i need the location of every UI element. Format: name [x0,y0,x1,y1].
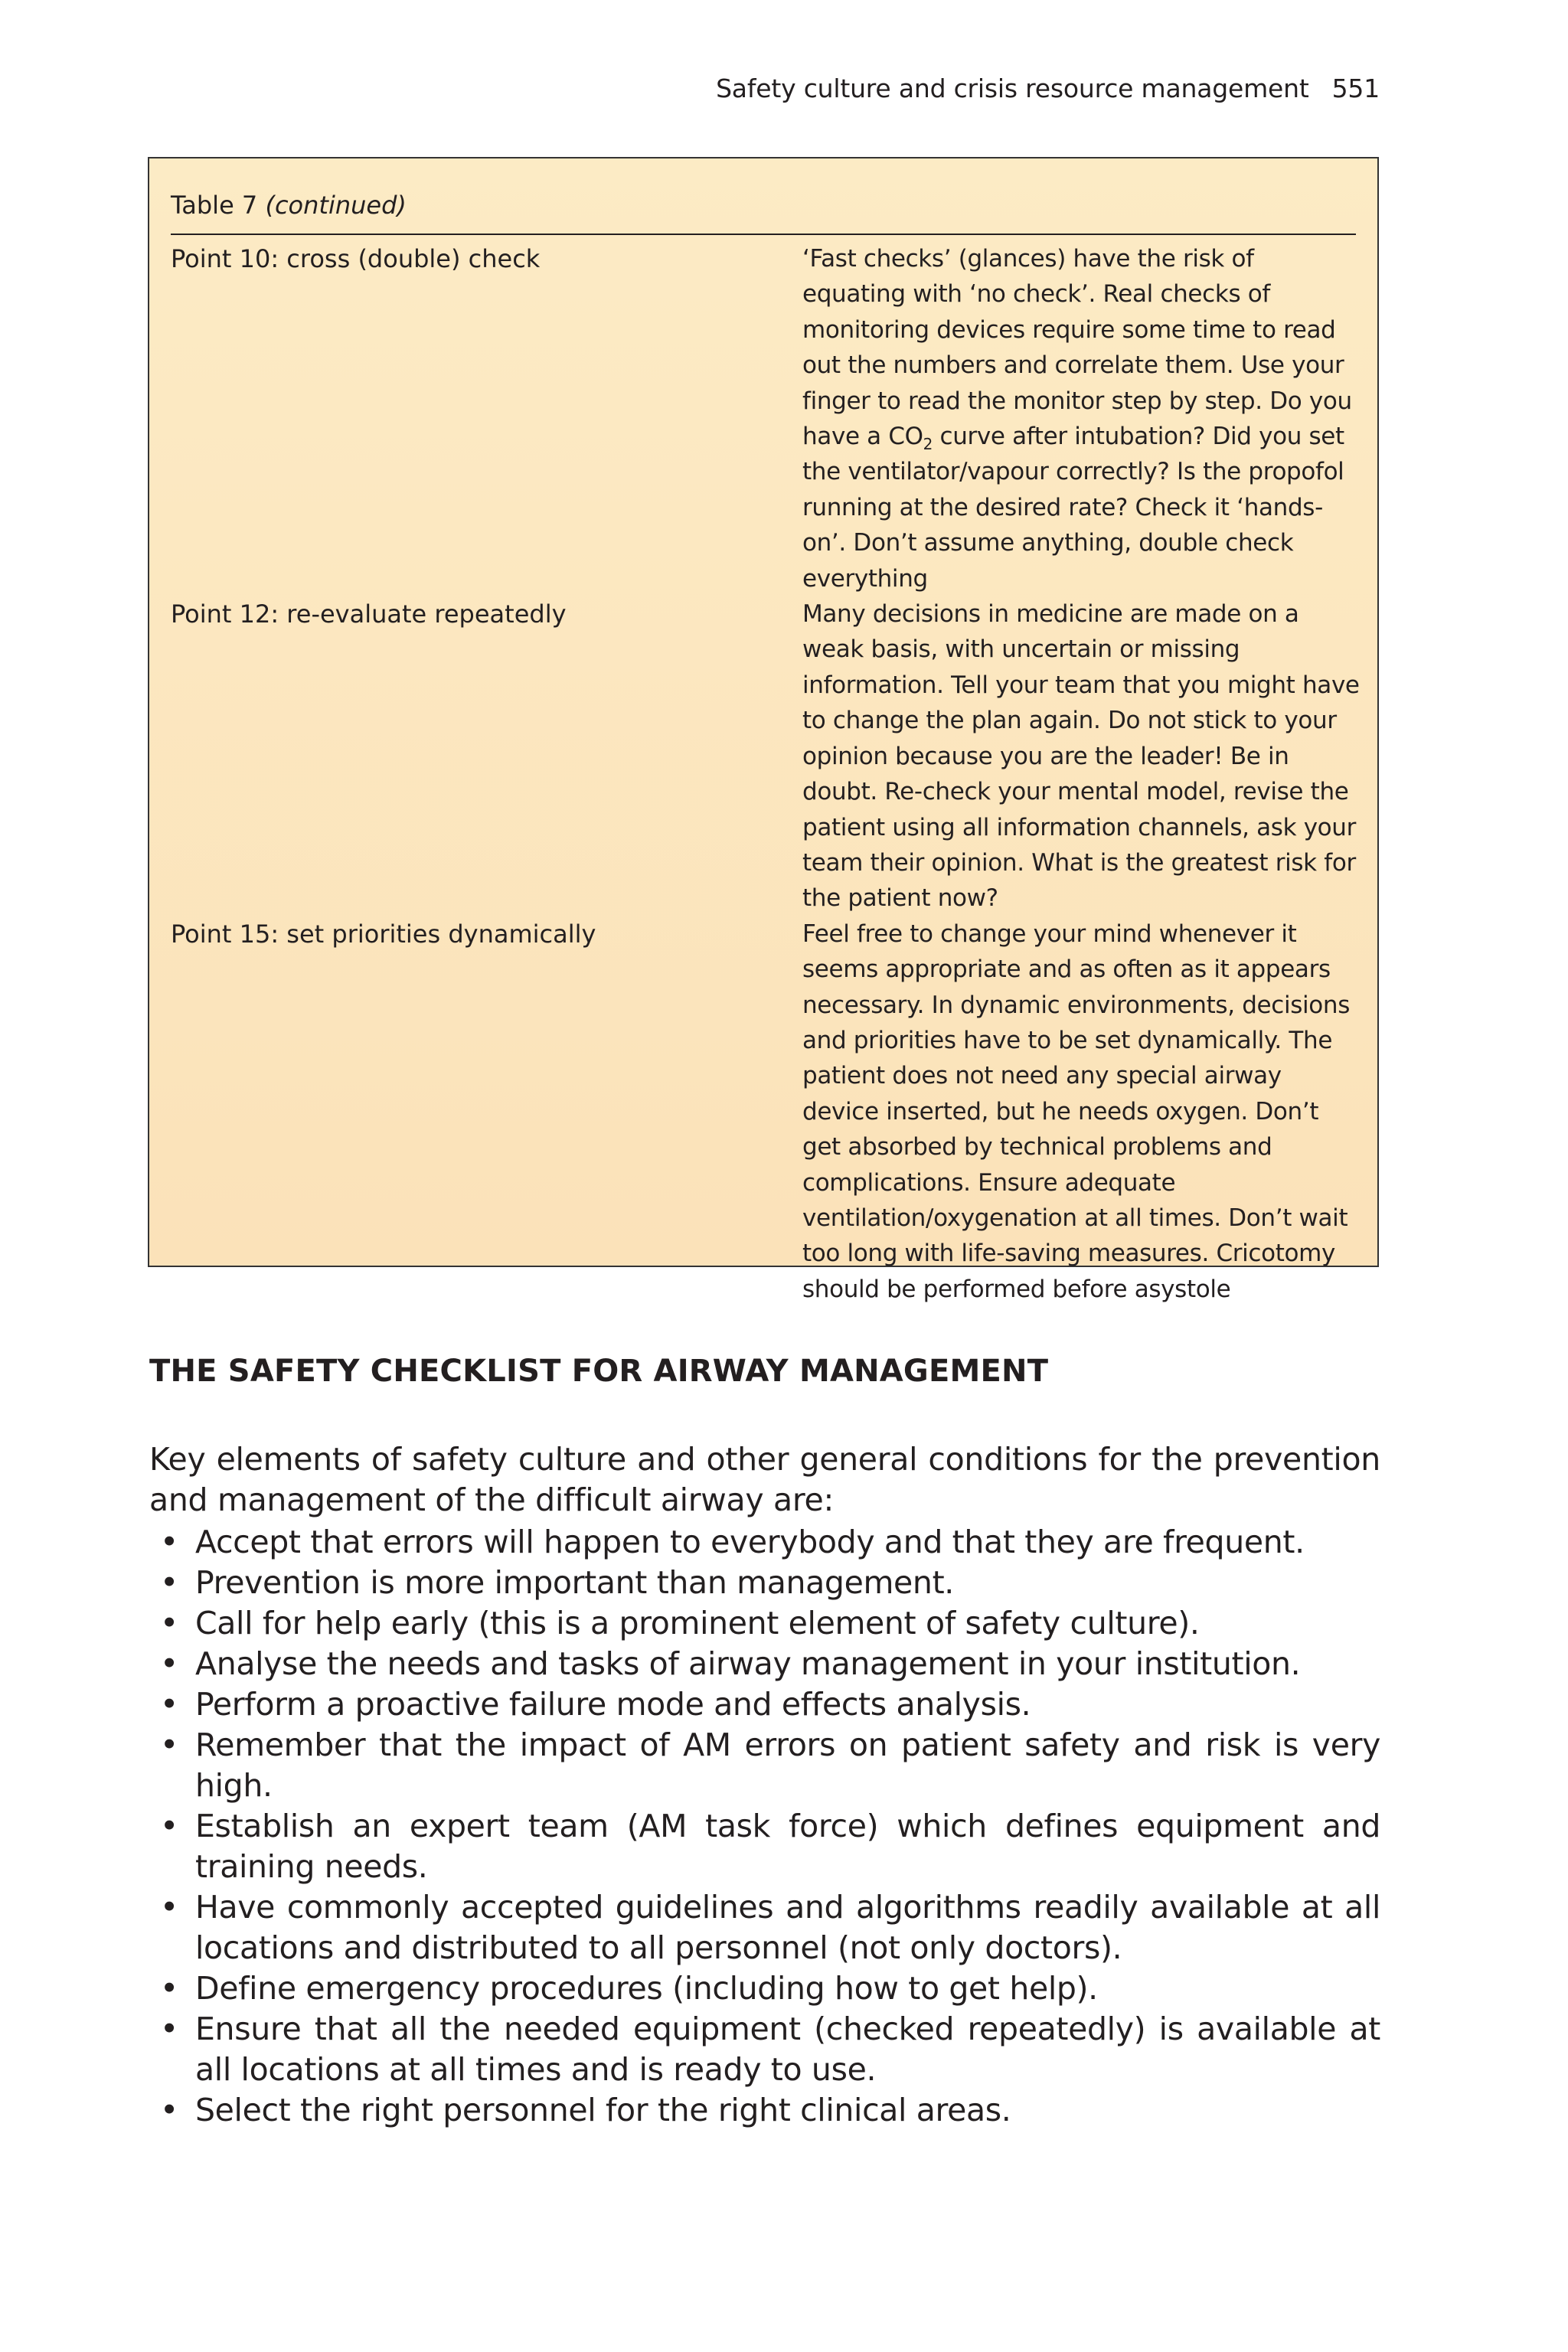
table-caption-note: (continued) [265,191,407,220]
list-item: • Establish an expert team (AM task force) which defines equipment and training needs. [149,1806,1380,1887]
checklist-bullets [149,1522,1380,2131]
list-item: • Call for help early (this is a prominent element of safety culture). [149,1603,1380,1644]
running-title: Safety culture and crisis resource management [716,74,1309,103]
table-cell-point: Point 15: set priorities dynamically [171,919,596,949]
list-item: • Accept that errors will happen to everybody and that they are frequent. [149,1522,1380,1563]
table-cell-description: Many decisions in medicine are made on a weak basis, with uncertain or missing information. Tell your team that you might have to change the plan again. Do not stick to your opinion because you are the leader! Be in doubt. Re-check your mental model, revise the patient using all information channels, ask your team their opinion. What is the greatest risk for the patient now? [802,600,1360,913]
running-head [716,74,1380,103]
subscript-2: 2 [923,435,933,454]
table-row [171,596,1361,916]
table-cell-description [802,241,1364,596]
table-cell-point: Point 12: re-evaluate repeatedly [171,599,567,629]
list-item: • Analyse the needs and tasks of airway management in your institution. [149,1644,1380,1684]
list-item: • Remember that the impact of AM errors on patient safety and risk is very high. [149,1725,1380,1806]
table-row [171,241,1361,596]
table-cell-point: Point 10: cross (double) check [171,244,541,273]
table-7-box [148,157,1379,1303]
section-heading: THE SAFETY CHECKLIST FOR AIRWAY MANAGEMENT [149,1354,1049,1389]
table-body [171,241,1361,1307]
table-caption [171,191,407,220]
table-caption-label: Table 7 [171,191,258,220]
list-item: • Perform a proactive failure mode and effects analysis. [149,1684,1380,1725]
table-row [171,916,1361,1307]
list-item: • Have commonly accepted guidelines and algorithms readily available at all locations and distributed to all personnel (not only doctors). [149,1887,1380,1968]
table-cell-description: Feel free to change your mind whenever it seems appropriate and as often as it appears necessary. In dynamic environments, decisions and priorities have to be set dynamically. The patient does not need any special airway device inserted, but he needs oxygen. Don’t get absorbed by technical problems and complications. Ensure adequate ventilation/oxygenation at all times. Don’t wait too long with life-saving measures. Cricotomy should be performed before asystole [802,920,1351,1303]
list-item: • Select the right personnel for the right clinical areas. [149,2090,1380,2131]
table-header-rule [171,234,1356,235]
description-text: ‘Fast checks’ (glances) have the risk of equating with ‘no check’. Real checks of monitoring devices require some time to read out the numbers and correlate them. Use your finger to read the monitor step by step. Do you have a CO [802,245,1352,451]
page-number: 551 [1331,74,1380,103]
list-item: • Ensure that all the needed equipment (checked repeatedly) is available at all locations at all times and is ready to use. [149,2009,1380,2090]
list-item: • Prevention is more important than management. [149,1563,1380,1603]
intro-paragraph: Key elements of safety culture and other general conditions for the prevention and management of the difficult airway are: [149,1441,1380,1518]
description-text-continued: curve after intubation? Did you set the ventilator/vapour correctly? Is the propofol running at the desired rate? Check it ‘hands-on’. Don’t assume anything, double check everything [802,423,1344,593]
list-item: • Define emergency procedures (including how to get help). [149,1968,1380,2009]
